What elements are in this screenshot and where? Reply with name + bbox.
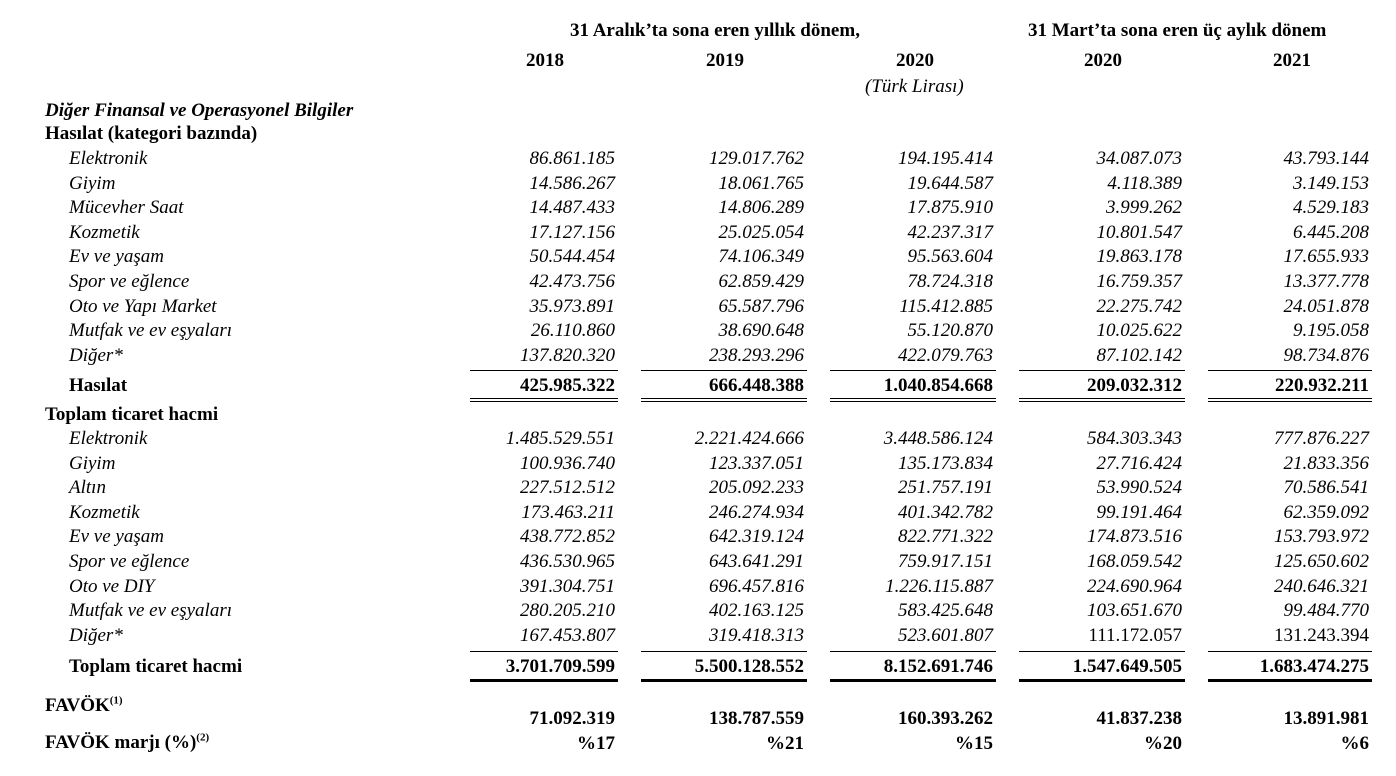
- gmv-total-value: 5.500.128.552: [694, 656, 804, 677]
- revenue-row-value: 42.473.756: [529, 271, 615, 292]
- revenue-row-label: Elektronik: [69, 148, 148, 169]
- revenue-row-value: 34.087.073: [1096, 148, 1182, 169]
- revenue-row-value: 9.195.058: [1293, 320, 1369, 342]
- revenue-row-label: Oto ve Yapı Market: [69, 295, 217, 317]
- gmv-total-thick-rule: [1019, 679, 1185, 682]
- gmv-row-value: 70.586.541: [1283, 477, 1369, 499]
- revenue-row-value: 10.025.622: [1096, 320, 1182, 342]
- revenue-row-value: 19.863.178: [1096, 246, 1182, 268]
- ebitda-value: 13.891.981: [1283, 708, 1369, 729]
- gmv-row-value: 3.448.586.124: [883, 428, 993, 449]
- revenue-total-value: 220.932.211: [1275, 375, 1369, 396]
- ebitda-value: 138.787.559: [709, 708, 804, 729]
- gmv-row-value: 436.530.965: [520, 551, 615, 572]
- gmv-row-value: 123.337.051: [709, 452, 804, 474]
- revenue-row-value: 65.587.796: [718, 295, 804, 317]
- revenue-row-value: 3.999.262: [1106, 197, 1182, 219]
- ebitda-margin-value: %6: [1340, 733, 1369, 754]
- revenue-row-value: 4.529.183: [1293, 197, 1369, 219]
- revenue-total-double-rule: [1019, 398, 1185, 402]
- ebitda-margin-label: [45, 732, 209, 754]
- gmv-row-value: 99.484.770: [1283, 600, 1369, 622]
- gmv-row-value: 227.512.512: [520, 477, 615, 499]
- revenue-row-label: Mutfak ve ev eşyaları: [69, 320, 233, 342]
- ebitda-margin-label-text: FAVÖK marjı (%): [45, 732, 197, 753]
- gmv-row-value: 777.876.227: [1274, 428, 1369, 449]
- section-title: Diğer Finansal ve Operasyonel Bilgiler: [45, 100, 354, 121]
- revenue-total-double-rule: [830, 398, 996, 402]
- gmv-row-value: 111.172.057: [1088, 624, 1182, 646]
- revenue-total-value: 425.985.322: [520, 375, 615, 396]
- gmv-total-thick-rule: [641, 679, 807, 682]
- revenue-row-value: 4.118.389: [1107, 172, 1182, 194]
- revenue-row-value: 98.734.876: [1283, 344, 1369, 366]
- year-header-2018: 2018: [526, 50, 564, 71]
- gmv-total-value: 8.152.691.746: [883, 656, 993, 677]
- gmv-total-value: 3.701.709.599: [505, 656, 615, 677]
- gmv-row-value: 168.059.542: [1087, 551, 1182, 572]
- revenue-total-double-rule: [1208, 398, 1372, 402]
- revenue-row-value: 17.875.910: [907, 197, 993, 219]
- gmv-row-value: 759.917.151: [898, 551, 993, 572]
- revenue-row-value: 74.106.349: [718, 246, 804, 268]
- gmv-row-label: Kozmetik: [69, 501, 140, 523]
- gmv-subtotal-rule: [1019, 651, 1185, 652]
- gmv-row-label: Spor ve eğlence: [69, 551, 190, 572]
- gmv-total-value: 1.547.649.505: [1072, 656, 1182, 677]
- gmv-row-value: 696.457.816: [709, 575, 804, 597]
- revenue-row-value: 62.859.429: [718, 271, 804, 292]
- revenue-row-value: 17.127.156: [529, 221, 615, 243]
- gmv-row-value: 1.485.529.551: [505, 428, 615, 449]
- revenue-row-label: Diğer*: [69, 344, 123, 366]
- revenue-row-value: 194.195.414: [898, 148, 993, 169]
- gmv-row-value: 174.873.516: [1087, 526, 1182, 548]
- revenue-row-value: 35.973.891: [529, 295, 615, 317]
- gmv-row-value: 401.342.782: [898, 501, 993, 523]
- revenue-row-value: 14.487.433: [529, 197, 615, 219]
- revenue-row-value: 38.690.648: [718, 320, 804, 342]
- revenue-row-value: 422.079.763: [898, 344, 993, 366]
- gmv-subtotal-rule: [470, 651, 618, 652]
- gmv-row-label: Mutfak ve ev eşyaları: [69, 600, 233, 622]
- revenue-row-value: 86.861.185: [529, 148, 615, 169]
- ebitda-margin-footnote: (2): [196, 731, 210, 744]
- revenue-row-value: 43.793.144: [1283, 148, 1369, 169]
- revenue-row-value: 22.275.742: [1096, 295, 1182, 317]
- year-header-2020-q1: 2020: [1084, 50, 1122, 71]
- gmv-row-value: 438.772.852: [520, 526, 615, 548]
- gmv-row-value: 100.936.740: [520, 452, 615, 474]
- revenue-row-value: 17.655.933: [1283, 246, 1369, 268]
- gmv-row-value: 224.690.964: [1087, 575, 1182, 597]
- revenue-row-label: Mücevher Saat: [69, 197, 184, 219]
- gmv-row-value: 2.221.424.666: [694, 428, 804, 449]
- revenue-row-value: 137.820.320: [520, 344, 615, 366]
- ebitda-footnote: (1): [109, 694, 123, 707]
- revenue-row-value: 3.149.153: [1293, 172, 1369, 194]
- revenue-row-value: 14.586.267: [529, 172, 615, 194]
- gmv-row-value: 1.226.115.887: [885, 575, 993, 597]
- currency-note: (Türk Lirası): [865, 76, 964, 97]
- revenue-row-value: 50.544.454: [529, 246, 615, 268]
- gmv-row-value: 246.274.934: [709, 501, 804, 523]
- gmv-total-value: 1.683.474.275: [1259, 656, 1369, 677]
- gmv-row-value: 62.359.092: [1283, 501, 1369, 523]
- gmv-total-thick-rule: [470, 679, 618, 682]
- gmv-row-value: 642.319.124: [709, 526, 804, 548]
- gmv-row-value: 584.303.343: [1087, 428, 1182, 449]
- group1-title: 31 Aralık’ta sona eren yıllık dönem,: [570, 20, 860, 41]
- ebitda-margin-value: %17: [577, 733, 615, 754]
- revenue-row-value: 10.801.547: [1096, 221, 1182, 243]
- gmv-row-value: 523.601.807: [898, 624, 993, 646]
- revenue-total-value: 1.040.854.668: [883, 375, 993, 396]
- ebitda-label-text: FAVÖK: [45, 695, 110, 716]
- revenue-total-value: 209.032.312: [1087, 375, 1182, 396]
- gmv-row-value: 402.163.125: [709, 600, 804, 622]
- revenue-row-label: Ev ve yaşam: [69, 246, 164, 268]
- revenue-row-value: 18.061.765: [718, 172, 804, 194]
- revenue-total-value: 666.448.388: [709, 375, 804, 396]
- revenue-row-value: 25.025.054: [718, 221, 804, 243]
- year-header-2021-q1: 2021: [1273, 50, 1311, 71]
- revenue-row-value: 16.759.357: [1096, 271, 1182, 292]
- gmv-row-label: Diğer*: [69, 624, 123, 646]
- gmv-row-value: 53.990.524: [1096, 477, 1182, 499]
- revenue-subtotal-rule: [1208, 370, 1372, 371]
- ebitda-margin-value: %21: [766, 733, 804, 754]
- gmv-row-value: 153.793.972: [1274, 526, 1369, 548]
- gmv-row-label: Elektronik: [69, 428, 148, 449]
- revenue-subtotal-rule: [830, 370, 996, 371]
- gmv-subtotal-rule: [830, 651, 996, 652]
- ebitda-value: 41.837.238: [1096, 708, 1182, 729]
- ebitda-label: [45, 695, 123, 717]
- gmv-row-value: 391.304.751: [520, 575, 615, 597]
- revenue-row-label: Kozmetik: [69, 221, 140, 243]
- gmv-total-label: Toplam ticaret hacmi: [69, 656, 243, 677]
- revenue-row-label: Giyim: [69, 172, 116, 194]
- gmv-row-label: Altın: [69, 477, 106, 499]
- revenue-row-value: 238.293.296: [709, 344, 804, 366]
- group2-title: 31 Mart’ta sona eren üç aylık dönem: [1028, 20, 1327, 41]
- revenue-row-value: 13.377.778: [1283, 271, 1369, 292]
- revenue-row-label: Spor ve eğlence: [69, 271, 190, 292]
- gmv-row-value: 99.191.464: [1096, 501, 1182, 523]
- year-header-2019: 2019: [706, 50, 744, 71]
- gmv-row-value: 240.646.321: [1274, 575, 1369, 597]
- revenue-row-value: 78.724.318: [907, 271, 993, 292]
- gmv-row-value: 27.716.424: [1096, 452, 1182, 474]
- ebitda-value: 71.092.319: [529, 708, 615, 729]
- revenue-section-title: Hasılat (kategori bazında): [45, 123, 258, 144]
- revenue-row-value: 55.120.870: [907, 320, 993, 342]
- ebitda-margin-value: %15: [955, 733, 993, 754]
- gmv-row-value: 583.425.648: [898, 600, 993, 622]
- gmv-row-value: 173.463.211: [521, 501, 615, 523]
- revenue-subtotal-rule: [470, 370, 618, 371]
- revenue-subtotal-rule: [641, 370, 807, 371]
- year-header-2020: 2020: [896, 50, 934, 71]
- gmv-row-value: 822.771.322: [898, 526, 993, 548]
- gmv-section-title: Toplam ticaret hacmi: [45, 404, 219, 425]
- gmv-total-thick-rule: [1208, 679, 1372, 682]
- gmv-row-label: Oto ve DIY: [69, 575, 155, 597]
- revenue-row-value: 95.563.604: [907, 246, 993, 268]
- gmv-row-value: 643.641.291: [709, 551, 804, 572]
- revenue-row-value: 6.445.208: [1293, 221, 1369, 243]
- revenue-total-label: Hasılat: [69, 375, 128, 396]
- ebitda-value: 160.393.262: [898, 708, 993, 729]
- revenue-subtotal-rule: [1019, 370, 1185, 371]
- gmv-row-value: 103.651.670: [1087, 600, 1182, 622]
- revenue-row-value: 26.110.860: [530, 320, 615, 342]
- revenue-row-value: 115.412.885: [899, 295, 993, 317]
- gmv-total-thick-rule: [830, 679, 996, 682]
- revenue-row-value: 19.644.587: [907, 172, 993, 194]
- gmv-subtotal-rule: [1208, 651, 1372, 652]
- gmv-row-value: 125.650.602: [1274, 551, 1369, 572]
- gmv-row-value: 21.833.356: [1283, 452, 1369, 474]
- gmv-subtotal-rule: [641, 651, 807, 652]
- gmv-row-label: Giyim: [69, 452, 116, 474]
- revenue-row-value: 24.051.878: [1283, 295, 1369, 317]
- gmv-row-value: 167.453.807: [520, 624, 615, 646]
- ebitda-margin-value: %20: [1144, 733, 1182, 754]
- revenue-row-value: 14.806.289: [718, 197, 804, 219]
- revenue-row-value: 42.237.317: [907, 221, 993, 243]
- revenue-total-double-rule: [641, 398, 807, 402]
- gmv-row-value: 135.173.834: [898, 452, 993, 474]
- gmv-row-value: 280.205.210: [520, 600, 615, 622]
- gmv-row-value: 131.243.394: [1274, 624, 1369, 646]
- revenue-row-value: 129.017.762: [709, 148, 804, 169]
- gmv-row-value: 205.092.233: [709, 477, 804, 499]
- revenue-total-double-rule: [470, 398, 618, 402]
- gmv-row-value: 319.418.313: [709, 624, 804, 646]
- gmv-row-label: Ev ve yaşam: [69, 526, 164, 548]
- gmv-row-value: 251.757.191: [898, 477, 993, 499]
- revenue-row-value: 87.102.142: [1096, 344, 1182, 366]
